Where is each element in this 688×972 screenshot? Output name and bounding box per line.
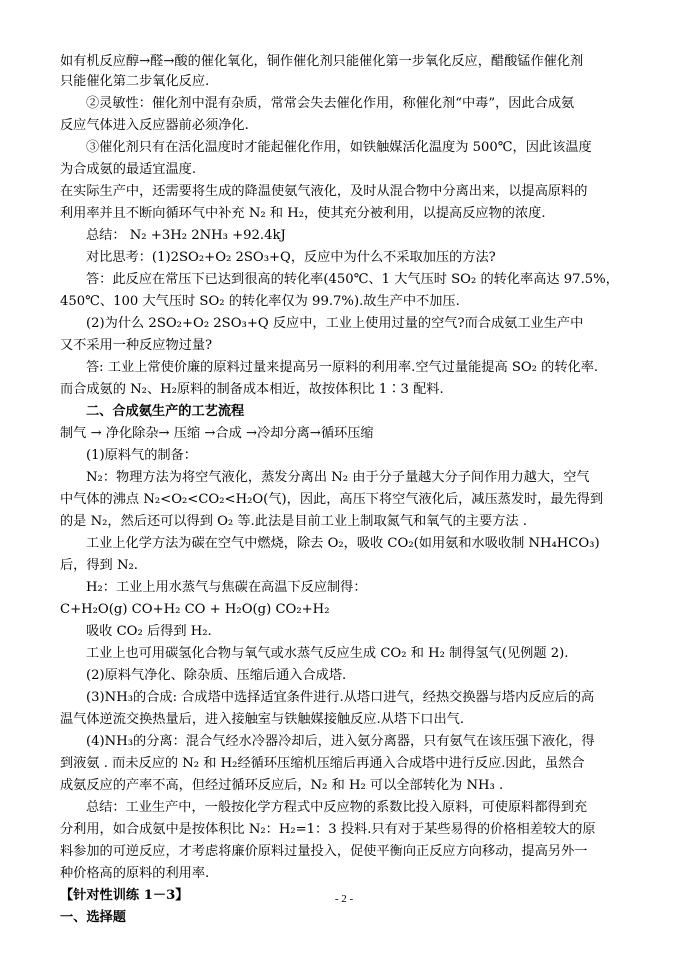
text-line: 后，得到 N₂. xyxy=(60,558,138,573)
text-line: (3)NH₃的合成: 合成塔中选择适宜条件进行.从塔口进气，经热交换器与塔内反应后的高 xyxy=(86,690,595,705)
text-line: 的是 N₂，然后还可以得到 O₂ 等.此法是目前工业上制取氮气和氧气的主要方法 . xyxy=(60,514,527,529)
text-line: 吸收 CO₂ 后得到 H₂. xyxy=(86,624,212,639)
text-line: (4)NH₃的分离：混合气经水冷器冷却后，进入氨分离器，只有氨气在该压强下液化，得 xyxy=(86,734,595,749)
text-line: 为合成氨的最适宜温度. xyxy=(60,162,197,177)
text-line: 对比思考：(1)2SO₂+O₂ 2SO₃+Q，反应中为什么不采取加压的方法? xyxy=(86,250,496,265)
text-line: 到液氨 . 而未反应的 N₂ 和 H₂经循环压缩机压缩后再通入合成塔中进行反应.因此，虽然合 xyxy=(60,756,585,771)
process-flow: 制气 → 净化除杂→ 压缩 →合成 →冷却分离→循环压缩 xyxy=(60,426,374,441)
text-line: 利用率并且不断向循环气中补充 N₂ 和 H₂，使其充分被利用，以提高反应物的浓度. xyxy=(60,206,546,221)
text-line: 只能催化第二步氧化反应. xyxy=(60,74,210,89)
text-line: 450℃、100 大气压时 SO₂ 的转化率仅为 99.7%).故生产中不加压. xyxy=(60,294,460,309)
exercise-subheading: 一、选择题 xyxy=(60,910,126,925)
page-number: - 2 - xyxy=(334,893,354,905)
text-line: 料参加的可逆反应，才考虑将廉价原料过量投入，促使平衡向正反应方向移动，提高另外一 xyxy=(60,844,588,859)
text-line: 总结：工业生产中，一般按化学方程式中反应物的系数比投入原料，可使原料都得到充 xyxy=(86,800,588,815)
text-line: 答: 工业上常使价廉的原料过量来提高另一原料的利用率.空气过量能提高 SO₂ 的转化率. xyxy=(86,360,599,375)
text-line: 中气体的沸点 N₂<O₂<CO₂<H₂O(气)，因此，高压下将空气液化后，减压蒸发时，最先得到 xyxy=(60,492,604,507)
text-line: 种价格高的原料的利用率. xyxy=(60,866,210,881)
text-line: ②灵敏性：催化剂中混有杂质，常常会失去催化作用，称催化剂“中毒”，因此合成氨 xyxy=(86,96,575,111)
text-line: (2)为什么 2SO₂+O₂ 2SO₃+Q 反应中，工业上使用过量的空气?而合成氨工业生产中 xyxy=(86,316,584,331)
text-line: 分利用，如合成氨中是按体积比 N₂：H₂=1：3 投料.只有对于某些易得的价格相差较大的原 xyxy=(60,822,596,837)
text-line: (1)原料气的制备： xyxy=(86,448,197,463)
exercise-heading: 【针对性训练 1－3】 xyxy=(60,888,189,903)
summary-equation: 总结： N₂ +3H₂ 2NH₃ +92.4kJ xyxy=(86,228,286,243)
text-line: 答：此反应在常压下已达到很高的转化率(450℃、1 大气压时 SO₂ 的转化率高达 97.5%， xyxy=(86,272,619,287)
text-line: 工业上化学方法为碳在空气中燃烧，除去 O₂，吸收 CO₂(如用氨和水吸收制 NH₄HCO₃) xyxy=(86,536,600,551)
text-line: 反应气体进入反应器前必须净化. xyxy=(60,118,249,133)
reaction-equations: C+H₂O(g) CO+H₂ CO + H₂O(g) CO₂+H₂ xyxy=(60,602,330,617)
text-line: N₂：物理方法为将空气液化，蒸发分离出 N₂ 由于分子量越大分子间作用力越大，空气 xyxy=(86,470,590,485)
text-line: ③催化剂只有在活化温度时才能起催化作用，如铁触媒活化温度为 500℃，因此该温度 xyxy=(86,140,592,155)
text-line: 工业上也可用碳氢化合物与氧气或水蒸气反应生成 CO₂ 和 H₂ 制得氢气(见例题 2). xyxy=(86,646,569,661)
text-line: H₂：工业上用水蒸气与焦碳在高温下反应制得： xyxy=(86,580,367,595)
text-line: 又不采用一种反应物过量? xyxy=(60,338,213,353)
text-line: 如有机反应醇→醛→酸的催化氧化，铜作催化剂只能催化第一步氧化反应，醋酸锰作催化剂 xyxy=(60,54,584,69)
section-heading: 二、合成氨生产的工艺流程 xyxy=(86,404,245,419)
text-line: 在实际生产中，还需要将生成的降温使氨气液化，及时从混合物中分离出来，以提高原料的 xyxy=(60,184,588,199)
text-line: 温气体逆流交换热量后，进入接触室与铁触媒接触反应.从塔下口出气. xyxy=(60,712,465,727)
text-line: (2)原料气净化、除杂质、压缩后通入合成塔. xyxy=(86,668,347,683)
text-line: 成氨反应的产率不高，但经过循环反应后，N₂ 和 H₂ 可以全部转化为 NH₃ . xyxy=(60,778,504,793)
text-line: 而合成氨的 N₂、H₂原料的制备成本相近，故按体积比 1∶3 配料. xyxy=(60,382,444,397)
